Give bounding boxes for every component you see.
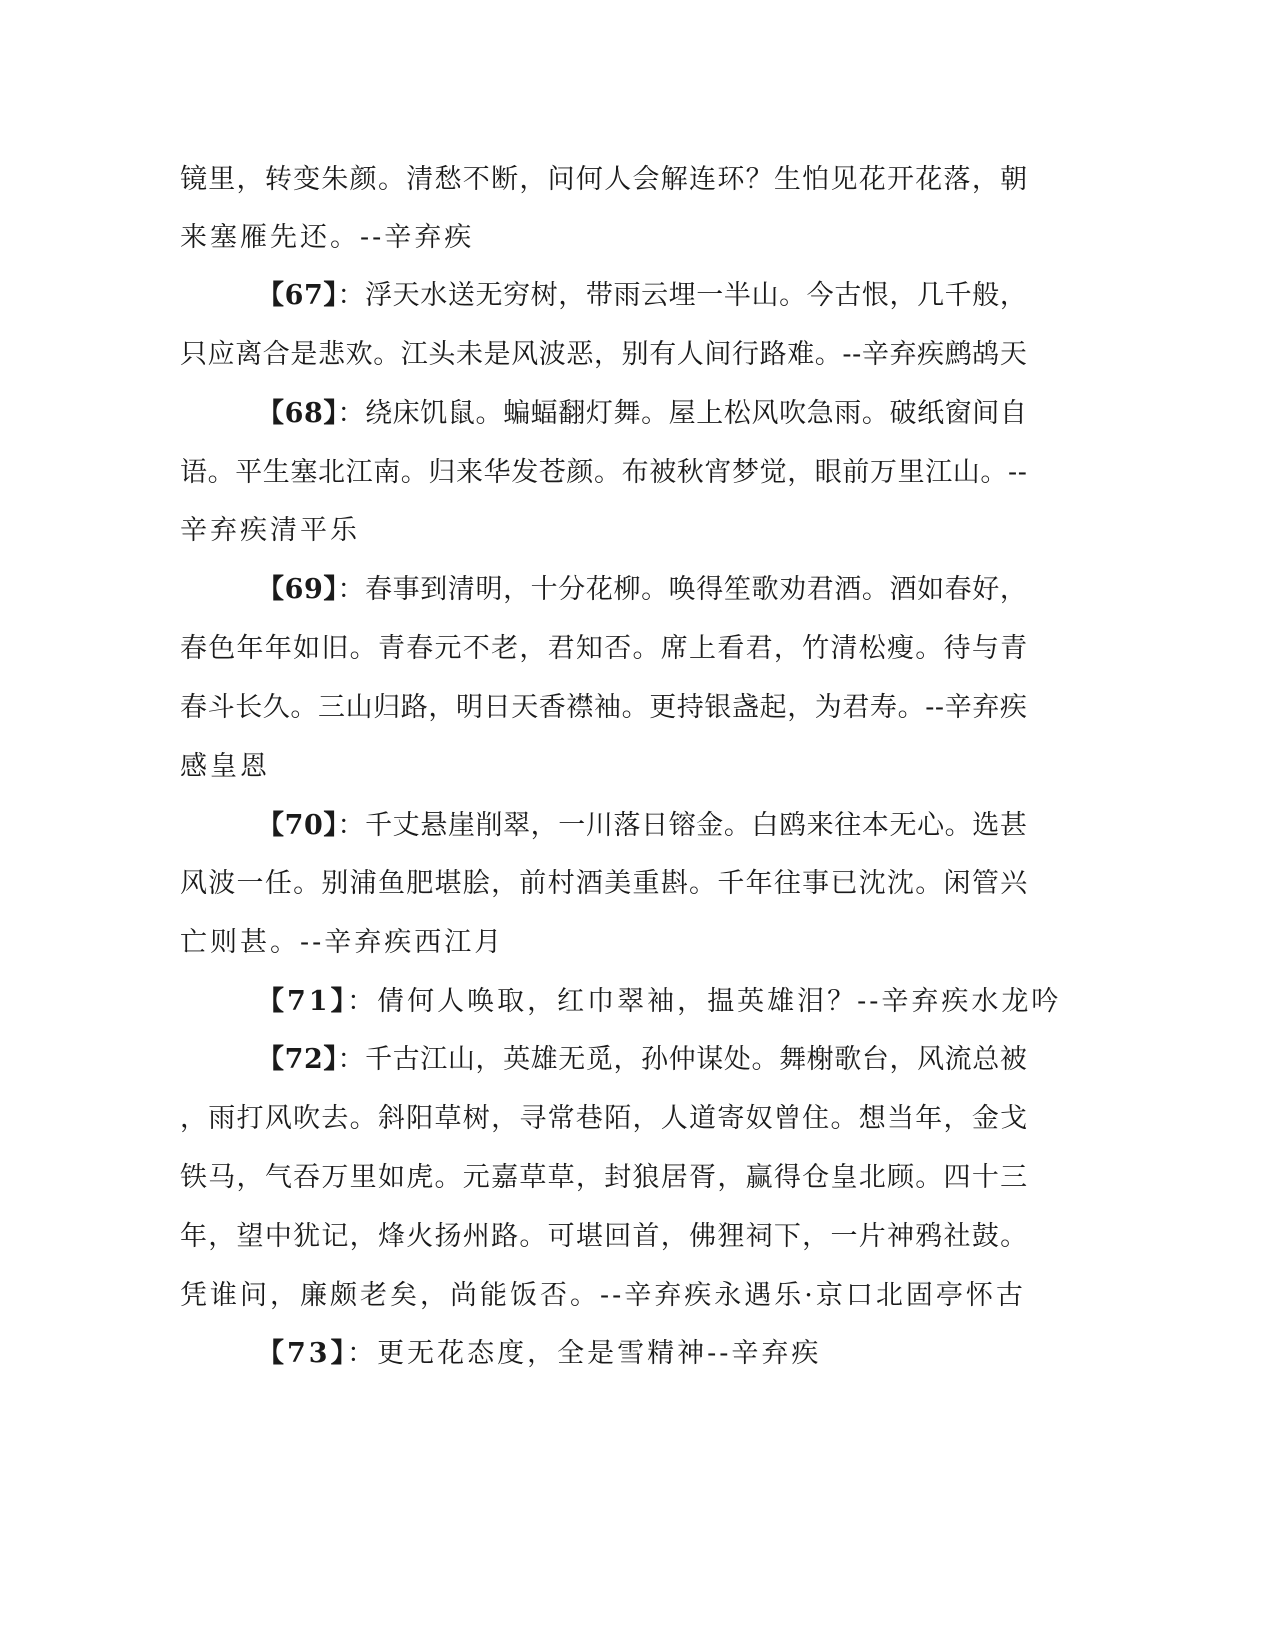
- item-number: 【73】: [257, 1338, 348, 1369]
- text-line: [0, 392, 1275, 436]
- line-text: ：更无花态度，全是雪精神--辛弃疾: [347, 1338, 822, 1369]
- text-line: [0, 158, 1275, 202]
- text-line: [0, 1215, 1275, 1259]
- line-text: 只应离合是悲欢。江头未是风波恶，别有人间行路难。--辛弃疾鹧鸪天: [180, 339, 1028, 370]
- text-line: [0, 509, 1275, 553]
- text-line: [0, 980, 1275, 1024]
- line-text: ：浮天水送无穷树，带雨云埋一半山。今古恨，几千般，: [337, 280, 1028, 311]
- line-text: 凭谁问，廉颇老矣，尚能饭否。--辛弃疾永遇乐·京口北固亭怀古: [180, 1280, 1026, 1311]
- line-text: 辛弃疾清平乐: [180, 515, 360, 546]
- text-line: [0, 804, 1275, 848]
- text-line: [0, 451, 1275, 495]
- line-text: ，雨打风吹去。斜阳草树，寻常巷陌，人道寄奴曾住。想当年，金戈: [180, 1103, 1029, 1134]
- item-number: 【72】: [257, 1044, 338, 1075]
- line-text: 感皇恩: [180, 751, 270, 782]
- line-text: ：倩何人唤取，红巾翠袖，揾英雄泪？--辛弃疾水龙吟: [347, 986, 1062, 1017]
- text-line: [0, 568, 1275, 612]
- item-number: 【68】: [257, 398, 338, 429]
- text-line: [0, 216, 1275, 260]
- item-number: 【69】: [257, 574, 338, 605]
- text-line: [0, 921, 1275, 965]
- item-number: 【67】: [257, 280, 338, 311]
- line-text: ：千丈悬崖削翠，一川落日镕金。白鸥来往本无心。选甚: [337, 810, 1028, 841]
- line-text: 镜里，转变朱颜。清愁不断，问何人会解连环？生怕见花开花落，朝: [180, 164, 1029, 195]
- text-line: [0, 1274, 1275, 1318]
- line-text: 铁马，气吞万里如虎。元嘉草草，封狼居胥，赢得仓皇北顾。四十三: [180, 1162, 1029, 1193]
- line-text: ：春事到清明，十分花柳。唤得笙歌劝君酒。酒如春好，: [337, 574, 1028, 605]
- line-text: 风波一任。别浦鱼肥堪脍，前村酒美重斟。千年往事已沈沈。闲管兴: [180, 868, 1029, 899]
- line-text: 来塞雁先还。--辛弃疾: [180, 222, 475, 253]
- line-text: 春斗长久。三山归路，明日天香襟袖。更持银盏起，为君寿。--辛弃疾: [180, 692, 1028, 723]
- line-text: 年，望中犹记，烽火扬州路。可堪回首，佛狸祠下，一片神鸦社鼓。: [180, 1221, 1029, 1252]
- text-line: [0, 862, 1275, 906]
- item-number: 【71】: [257, 986, 348, 1017]
- line-text: 春色年年如旧。青春元不老，君知否。席上看君，竹清松瘦。待与青: [180, 633, 1029, 664]
- line-text: ：千古江山，英雄无觅，孙仲谋处。舞榭歌台，风流总被: [337, 1044, 1028, 1075]
- item-number: 【70】: [257, 810, 338, 841]
- line-text: ：绕床饥鼠。蝙蝠翻灯舞。屋上松风吹急雨。破纸窗间自: [337, 398, 1028, 429]
- text-line: [0, 1156, 1275, 1200]
- text-line: [0, 274, 1275, 318]
- text-line: [0, 333, 1275, 377]
- text-line: [0, 1038, 1275, 1082]
- line-text: 语。平生塞北江南。归来华发苍颜。布被秋宵梦觉，眼前万里江山。--: [180, 457, 1028, 488]
- text-line: [0, 1097, 1275, 1141]
- text-line: [0, 745, 1275, 789]
- text-line: [0, 1332, 1275, 1376]
- text-line: [0, 686, 1275, 730]
- text-line: [0, 627, 1275, 671]
- line-text: 亡则甚。--辛弃疾西江月: [180, 927, 505, 958]
